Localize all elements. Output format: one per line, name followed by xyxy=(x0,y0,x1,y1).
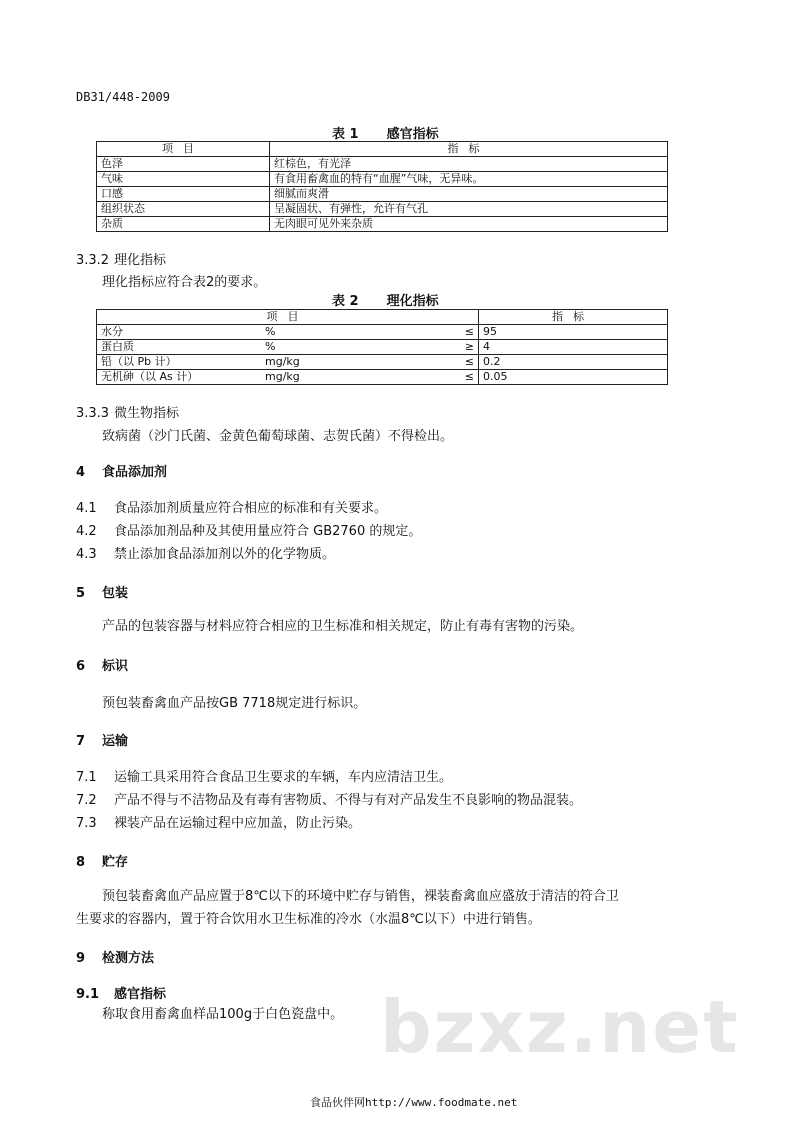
table2-operator: ≤ xyxy=(409,355,479,370)
item-text: 产品不得与不洁物品及有毒有害物质、不得与有对产品发生不良影响的物品混装。 xyxy=(114,793,583,808)
table-row xyxy=(97,370,668,385)
table-row xyxy=(97,157,668,172)
table2-unit: mg/kg xyxy=(261,370,409,385)
section-3-3-3-text: 致病菌（沙门氏菌、金黄色葡萄球菌、志贺氏菌）不得检出。 xyxy=(102,429,454,444)
table2-unit: mg/kg xyxy=(261,355,409,370)
table2-unit: % xyxy=(261,325,409,340)
section-3-3-3-heading xyxy=(76,402,179,421)
section-5-text: 产品的包装容器与材料应符合相应的卫生标准和相关规定，防止有毒有害物的污染。 xyxy=(102,619,584,634)
table1-cell: 红棕色，有光泽 xyxy=(270,157,668,172)
item-text: 食品添加剂品种及其使用量应符合 GB2760 的规定。 xyxy=(114,524,422,539)
list-item xyxy=(76,497,387,516)
section-number: 3.3.2 xyxy=(76,253,110,268)
table-row xyxy=(97,187,668,202)
section-title: 贮存 xyxy=(102,855,129,870)
section-number: 4 xyxy=(76,465,86,480)
section-3-3-2-heading xyxy=(76,249,166,268)
table2-header-item: 项目 xyxy=(97,310,479,325)
section-number: 6 xyxy=(76,659,86,674)
section-9-1-heading xyxy=(76,983,166,1002)
list-item xyxy=(76,520,421,539)
table2-value: 0.05 xyxy=(479,370,668,385)
table1-cell: 组织状态 xyxy=(97,202,270,217)
item-number: 7.3 xyxy=(76,816,97,831)
item-number: 7.1 xyxy=(76,770,97,785)
table-row xyxy=(97,340,668,355)
table2-value: 0.2 xyxy=(479,355,668,370)
table2-cell: 蛋白质 xyxy=(97,340,262,355)
table1-cell: 杂质 xyxy=(97,217,270,232)
section-number: 8 xyxy=(76,855,86,870)
section-8-text-line2: 生要求的容器内，置于符合饮用水卫生标准的冷水（水温8℃以下）中进行销售。 xyxy=(76,912,541,927)
section-title: 运输 xyxy=(102,734,129,749)
section-6-heading xyxy=(76,655,128,674)
section-number: 5 xyxy=(76,586,86,601)
section-8-text-line1: 预包装畜禽血产品应置于8℃以下的环境中贮存与销售，裸装畜禽血应盛放于清洁的符合卫 xyxy=(102,889,619,904)
table2-caption xyxy=(332,290,439,309)
section-title: 检测方法 xyxy=(102,951,155,966)
item-number: 4.1 xyxy=(76,501,97,516)
table1-cell: 口感 xyxy=(97,187,270,202)
table1-title: 感官指标 xyxy=(386,127,439,142)
section-title: 感官指标 xyxy=(114,987,167,1002)
table2-operator: ≤ xyxy=(409,370,479,385)
table2-operator: ≤ xyxy=(409,325,479,340)
table-row xyxy=(97,202,668,217)
item-text: 禁止添加食品添加剂以外的化学物质。 xyxy=(114,547,336,562)
footer-site: 食品伙伴网 xyxy=(310,1096,365,1109)
item-number: 7.2 xyxy=(76,793,97,808)
physicochemical-table xyxy=(96,309,668,385)
list-item xyxy=(76,812,361,831)
item-number: 4.3 xyxy=(76,547,97,562)
table2-operator: ≥ xyxy=(409,340,479,355)
table1-cell: 无肉眼可见外来杂质 xyxy=(270,217,668,232)
section-7-heading xyxy=(76,730,128,749)
section-9-1-text: 称取食用畜禽血样品100g于白色瓷盘中。 xyxy=(102,1007,344,1022)
table1-number: 表 1 xyxy=(332,127,359,142)
table2-cell: 水分 xyxy=(97,325,262,340)
standard-code: DB31/448-2009 xyxy=(76,90,170,104)
table2-header-index: 指标 xyxy=(479,310,668,325)
table2-value: 95 xyxy=(479,325,668,340)
section-6-text: 预包装畜禽血产品按GB 7718规定进行标识。 xyxy=(102,696,367,711)
table-row xyxy=(97,172,668,187)
table2-value: 4 xyxy=(479,340,668,355)
section-9-heading xyxy=(76,947,154,966)
section-5-heading xyxy=(76,582,128,601)
section-title: 微生物指标 xyxy=(114,406,180,421)
section-number: 9 xyxy=(76,951,86,966)
item-number: 4.2 xyxy=(76,524,97,539)
list-item xyxy=(76,543,335,562)
list-item xyxy=(76,766,452,785)
sensory-table xyxy=(96,141,668,232)
section-title: 包装 xyxy=(102,586,129,601)
section-title: 食品添加剂 xyxy=(102,465,168,480)
table1-cell: 气味 xyxy=(97,172,270,187)
item-text: 裸装产品在运输过程中应加盖，防止污染。 xyxy=(114,816,362,831)
section-title: 标识 xyxy=(102,659,129,674)
section-4-heading xyxy=(76,461,167,480)
section-number: 3.3.3 xyxy=(76,406,110,421)
table1-cell: 有食用畜禽血的特有“血腥”气味，无异味。 xyxy=(270,172,668,187)
section-3-3-2-text: 理化指标应符合表2的要求。 xyxy=(102,275,267,290)
list-item xyxy=(76,789,582,808)
table1-cell: 呈凝固状、有弹性，允许有气孔 xyxy=(270,202,668,217)
section-title: 理化指标 xyxy=(114,253,167,268)
table1-header-index: 指标 xyxy=(270,142,668,157)
table2-cell: 铅（以 Pb 计） xyxy=(97,355,262,370)
footer-url[interactable]: http://www.foodmate.net xyxy=(365,1096,518,1109)
item-text: 运输工具采用符合食品卫生要求的车辆，车内应清洁卫生。 xyxy=(114,770,453,785)
table1-cell: 细腻而爽滑 xyxy=(270,187,668,202)
table2-cell: 无机砷（以 As 计） xyxy=(97,370,262,385)
watermark: bzxz.net xyxy=(380,985,740,1069)
table1-caption xyxy=(332,123,439,142)
page-footer xyxy=(310,1094,517,1110)
section-number: 9.1 xyxy=(76,987,100,1002)
table2-number: 表 2 xyxy=(332,294,359,309)
table2-unit: % xyxy=(261,340,409,355)
section-8-heading xyxy=(76,851,128,870)
table-row xyxy=(97,217,668,232)
table2-title: 理化指标 xyxy=(386,294,439,309)
item-text: 食品添加剂质量应符合相应的标准和有关要求。 xyxy=(114,501,388,516)
table1-header-item: 项目 xyxy=(97,142,270,157)
table1-cell: 色泽 xyxy=(97,157,270,172)
table-row xyxy=(97,325,668,340)
section-number: 7 xyxy=(76,734,86,749)
table-row xyxy=(97,355,668,370)
